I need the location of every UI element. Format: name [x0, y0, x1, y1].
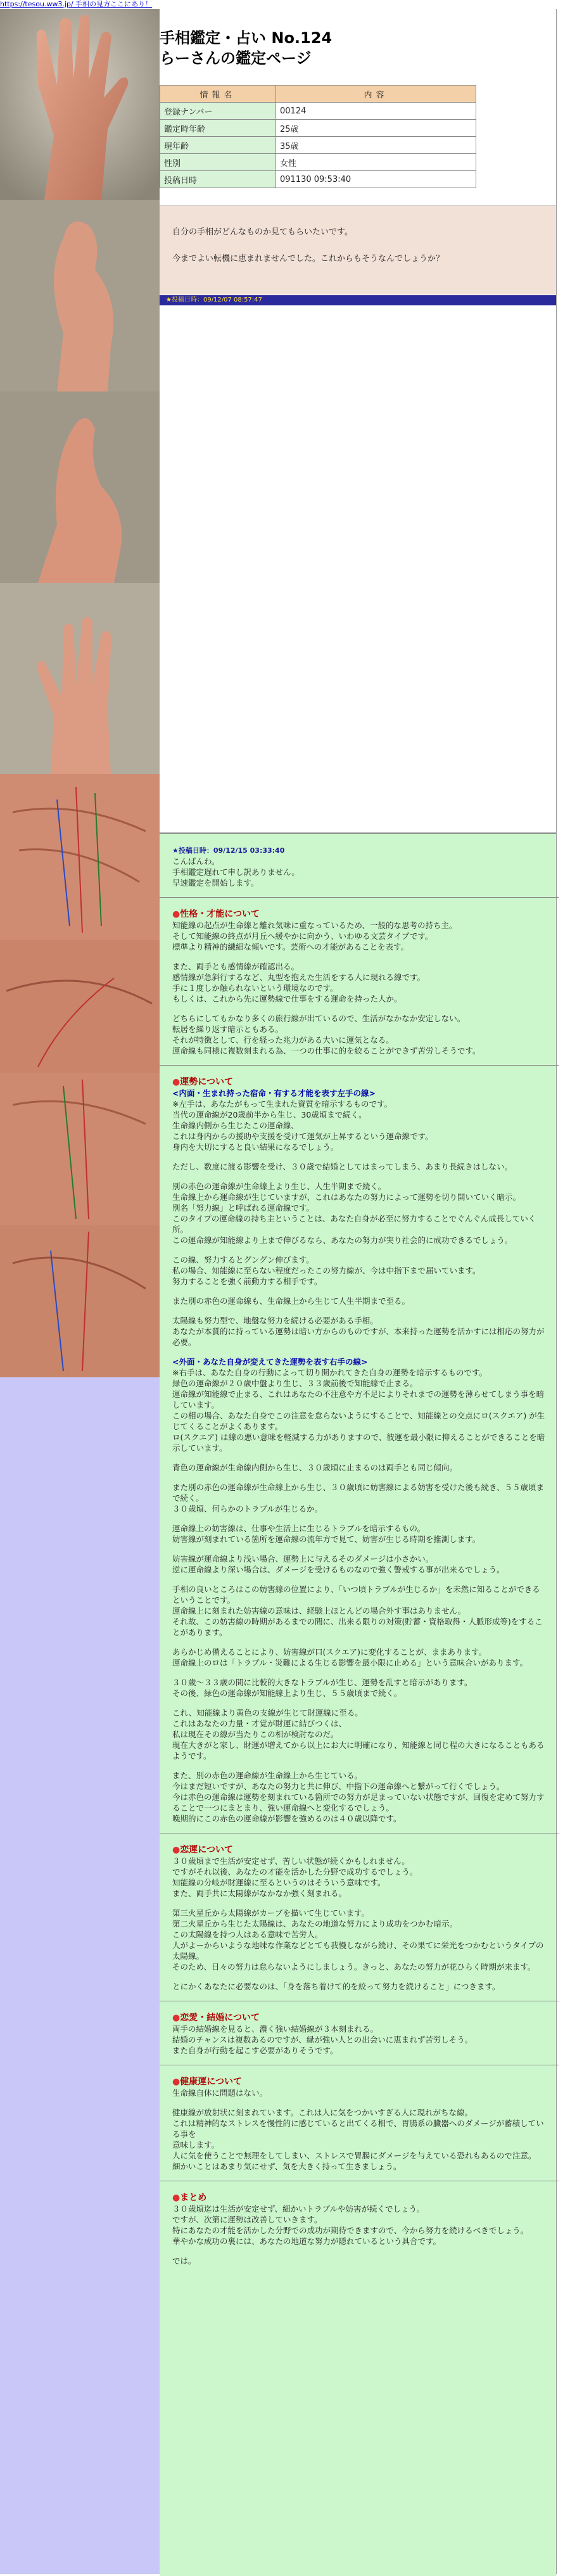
section-title-fortune: ●運勢について: [172, 1077, 233, 1087]
table-row: [160, 103, 476, 120]
content-column: [160, 9, 557, 2574]
paragraph: 運命線上の妨害線は、仕事や生活上に生じるトラブルを暗示するもの。 妨害線が刻まれている箇所を運命線の流年方で見て、妨害が生じる時期を推測します。: [172, 1524, 481, 1544]
question-line-1: 自分の手相がどんなものか見てもらいたいです。: [172, 227, 353, 237]
paragraph: どちらにしてもかなり多くの旅行線が出ているので、生活がなかなか安定しない。 転居を繰り返す暗示ともある。 それが特徴として、行を経った兆力がある大いに運気となる。 運命線も同様に複数刻まれる為、一つの仕事に的を絞ることができず苦労しそうです。: [172, 1014, 481, 1055]
info-value: 女性: [276, 154, 476, 171]
section-title-luck: ●恋運について: [172, 1845, 233, 1855]
paragraph: ３０歳～３３歳の間に比較的大きなトラブルが生じ、運勢を乱すと暗示があります。 その後、緑色の運命線が知能線上より生じ、５５歳頃まで続く。: [172, 1678, 472, 1698]
palm-lines-photo-4: [0, 1225, 160, 1377]
paragraph: 知能線の起点が生命線と離れ気味に重なっているため、一般的な思考の持ち主。 そして知能線の終点が月丘へ緩やかに向かう、いわゆる文芸タイプです。 標準より精神的繊細な傾いです。芸術への才能があることを表す。: [172, 921, 457, 952]
hand-photo-4: [0, 583, 160, 774]
paragraph: ※右手は、あなた自身の行動によって切り開かれてきた自身の運勢を暗示するものです。 緑色の運命線が２０歳中盤より生じ、３３歳前後で知能線で止まる。 運命線が知能線で止まる、これはあなたの不注意や方不足によりそれまでの運勢を薄らせてしまう事を暗しています。 この相の場合、あなた自身でこの注意を怠らないようにすることで、知能線との交点にロ(スクエア) が生じてくることがよくあります。 ロ(スクエア) は線の悪い意味を軽減する力がありますので、彼運を最小限に抑えることができることを暗示しています。: [172, 1368, 545, 1453]
info-value: 091130 09:53:40: [276, 171, 476, 188]
palm-lines-photo-1: [0, 774, 160, 940]
answer-date: ★投稿日時：09/12/15 03:33:40: [172, 846, 285, 855]
section-title-summary: ●まとめ: [172, 2193, 207, 2203]
section-title-personality: ●性格・才能について: [172, 909, 260, 919]
info-key: 投稿日時: [160, 171, 276, 188]
palm-lines-photo-2: [0, 940, 160, 1073]
table-row: [160, 154, 476, 171]
paragraph: 手相の良いところはこの妨害線の位置により、「いつ頃トラブルが生じるか」を未然に知ることができるということです。 運命線上に刻まれた妨害線の意味は、経験上ほとんどの場合外す事はありません。 それ故、この妨害線の時期があるまでの間に、出来る限りの対策(貯蓄・資格取得・人脈形成等)をすることがあります。: [172, 1584, 543, 1637]
info-key: 鑑定時年齢: [160, 120, 276, 137]
info-key: 登録ナンバー: [160, 103, 276, 120]
page-title: [160, 28, 556, 68]
table-row: [160, 120, 476, 137]
paragraph: 生命線自体に問題はない。: [172, 2088, 268, 2098]
photo-column: [0, 9, 160, 2574]
table-row: [160, 137, 476, 154]
info-value: 00124: [276, 103, 476, 120]
page-title-line2: らーさんの鑑定ページ: [160, 49, 312, 67]
page-title-line1: 手相鑑定・占い No.124: [160, 29, 332, 47]
question-message: [160, 205, 556, 295]
table-row: [160, 171, 476, 188]
info-value: 35歳: [276, 137, 476, 154]
info-key: 性別: [160, 154, 276, 171]
info-key: 現年齢: [160, 137, 276, 154]
site-link[interactable]: https://tesou.ww3.jp/ 手相の見方ここにあり！: [0, 0, 153, 8]
paragraph: 健康線が放射状に刻まれています。これは人に気をつかいすぎる人に現れがちな線。 これは精神的なストレスを慢性的に感じていると出てくる相で、胃腸系の臓器へのダメージが蓄積している事を 意味します。 人に気を使うことで無理をしてしまい、ストレスで胃腸にダメージを与えている恐れもあるので注意。 細かいことはあまり気にせず、気を大きく持って生きましょう。: [172, 2108, 544, 2171]
hand-photo-3: [0, 392, 160, 583]
hand-photo-1: [0, 9, 160, 200]
paragraph: ただし、数度に渡る影響を受け、３０歳で結婚としてはまってしまう、あまり長続きはしない。: [172, 1162, 513, 1171]
info-table-header: [160, 86, 476, 103]
hand-photo-2: [0, 200, 160, 392]
url-bar: [0, 0, 570, 9]
info-table: [160, 85, 476, 188]
paragraph: 両手の結婚線を見ると、濃く強い結婚線が３本刻まれる。 結婚のチャンスは複数あるのですが、縁が強い人との出会いに恵まれず苦労しそう。 また自身が行動を起こす必要がありそうです。: [172, 2024, 473, 2055]
info-header-value: 内容: [276, 86, 476, 103]
section-title-health: ●健康運について: [172, 2077, 242, 2087]
paragraph: また、両手とも感情線が確認出る。 感情線が急斜行するなど、丸型を抱えた生活をする人に現れる線です。 手に１度しか触られないという環境なのです。 もしくは、これから先に運勢線で仕事をする運命を持った人か。: [172, 962, 426, 1004]
closing: では。: [172, 2256, 196, 2266]
subsection-left-hand: <内面・生まれ持った宿命・有する才能を表す左手の線>: [172, 1088, 376, 1098]
paragraph: あらかじめ備えることにより、妨害線が口(スクエア)に変化することが、ままあります。 運命線上のロは「トラブル・災難による生じる影響を最小限に止める」という意味合いがあります。: [172, 1647, 528, 1667]
paragraph: ※左手は、あなたがもって生まれた資質を暗示するものです。 当代の運命線が20歳前半から生じ、30歳頃まで続く。 生命線内側から生じたこの運命線、 これは身内からの援助や支援を受けて運気が上昇するという運命線です。 身内を大切にすると良い結果になるでしょう。: [172, 1099, 433, 1152]
info-value: 25歳: [276, 120, 476, 137]
paragraph: 別の赤色の運命線が生命線上より生じ、人生半期まで続く。 生命線上から運命線が生じていますが、これはあなたの努力によって運勢を切り開いていく暗示。 別名「努力線」と呼ばれる運命線です。 このタイプの運命線の持ち主ということは、あなた自身が必至に努力することでぐんぐん成長していく所。 この運命線が知能線より上まで伸びるなら、あなたの努力が実り社会的に成功できるでしょう。: [172, 1182, 536, 1245]
answer-greeting: こんばんわ。 手相鑑定遅れて申し訳ありません。 早速鑑定を開始します。: [172, 857, 300, 888]
subsection-right-hand: <外面・あなた自身が変えてきた運勢を表す右手の線>: [172, 1357, 368, 1367]
paragraph: 青色の運命線が生命線内側から生じ、３０歳頃に止まるのは両手とも同じ傾向。: [172, 1463, 458, 1472]
paragraph: また、別の赤色の運命線が生命線上から生じている。 今はまだ短いですが、あなたの努力と共に伸び、中指下の運命線へと繋がって行くでしょう。 今は赤色の運命線は運勢を刻まれている箇所での努力が足まっていない状態ですが、回復を定めて努力することで一つにまとまり、強い運命線へと変化するでしょう。 晩期的にこの赤色の運命線が影響を強めるのは４０歳以降です。: [172, 1771, 545, 1823]
paragraph: また別の赤色の運命線が生命線上から生じ、３０歳頃に妨害線による妨害を受けた後も続き、５５歳頃まで続く。 ３０歳頃、何らかのトラブルが生じるか。: [172, 1482, 545, 1514]
paragraph: これ、知能線より黄色の支線が生じて財運線に至る。 これはあなたの力量・才覚が財運に結びつくは、 私は現在その線が当たりこの相が検討なのだ。 現在大きがと家し、財運が増えてから以上にお大に明確になり、知能線と同じ程の大きになることもあるようです。: [172, 1708, 545, 1761]
question-date: ★投稿日時：09/12/07 08:57:47: [160, 295, 556, 305]
section-title-love: ●恋愛・結婚について: [172, 2013, 260, 2023]
question-line-2: 今までよい転機に恵まれませんでした。これからもそうなんでしょうか？: [172, 254, 445, 264]
paragraph: 妨害線が運命線より浅い場合、運勢上に与えるそのダメージは小さかい。 逆に運命線より深い場合は、ダメージを受けるものなので強く警戒する事が出来るでしょう。: [172, 1554, 505, 1574]
reading-answer: [160, 832, 556, 2576]
paragraph: 太陽線も努力型で、地盤な努力を続ける必要がある手相。 あなたが本質的に持っている運勢は暗い方からのものですが、本来持った運勢を活かすには相応の努力が必要。: [172, 1316, 545, 1347]
paragraph: ３０歳頃まで生活が安定せず、苦しい状態が続くかもしれません。 ですがそれ以後、あなたの才能を活かした分野で成功するでしょう。 知能線の分岐が財運線に至るというのはそういう意味です。 また、両手共に太陽線がなかなか強く刻まれる。: [172, 1856, 418, 1898]
paragraph: 第三火星丘から太陽線がカーブを描いて生じています。 第二火星丘から生じた太陽線は、あなたの地道な努力により成功をつかむ暗示。 この太陽線を持つ人はある意味で苦労人。 人がよーからいような地味な作業などとても我慢しながら続け、その果てに栄光をつかむというタイプの太陽線。 そのため、日々の努力は怠らないようにしましょう。きっと、あなたの努力が花ひらく時期が来ます。: [172, 1908, 544, 1972]
paragraph: ３０歳頃迄は生活が安定せず、細かいトラブルや妨害が続くでしょう。 ですが、次第に運勢は改善していきます。 特にあなたの才能を活かした分野での成功が期待できますので、今から努力を続けるべきでしょう。 華やかな成功の裏には、あなたの地道な努力が隠れているという具合です。: [172, 2204, 529, 2246]
info-header-key: 情報名: [160, 86, 276, 103]
paragraph: とにかくあなたに必要なのは、「身を落ち着けて的を絞って努力を続けること」につきます。: [172, 1982, 500, 1991]
paragraph: この線、努力するとグングン伸びます。 私の場合、知能線に至らない程度だったこの努力線が、今は中指下まで届いています。 努力することを強く前動力する相手です。: [172, 1255, 481, 1286]
paragraph: また別の赤色の運命線も、生命線上から生じて人生半期まで至る。: [172, 1296, 410, 1306]
palm-lines-photo-3: [0, 1073, 160, 1225]
